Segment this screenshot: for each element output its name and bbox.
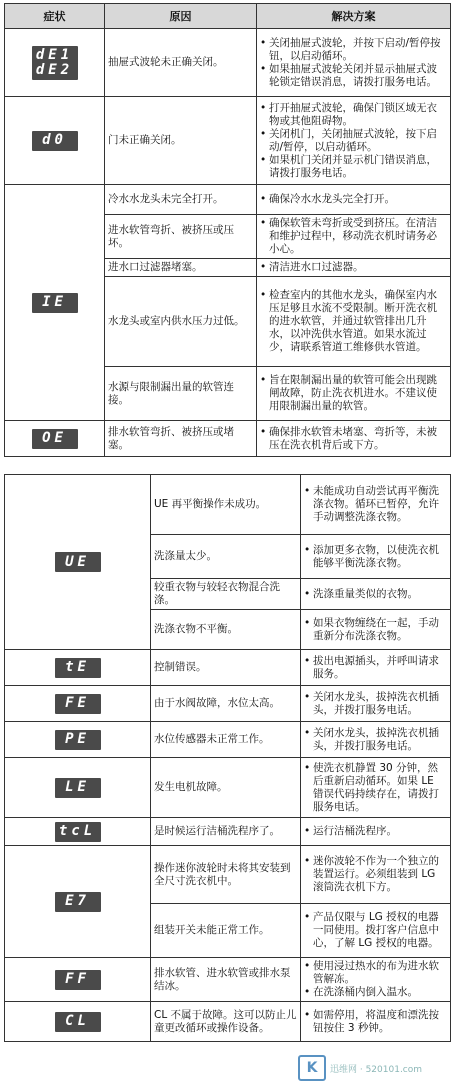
- cause-cell: 组装开关未能正常工作。: [151, 904, 301, 958]
- error-code-cell: [5, 421, 105, 457]
- solution-item: • 关闭水龙头，拔掉洗衣机插头，并拨打服务电话。: [304, 691, 447, 717]
- cause-cell: CL 不属于故障。这可以防止儿童更改循环或操作设备。: [151, 1002, 301, 1042]
- error-code-display: tcL: [55, 822, 101, 842]
- error-code-cell: [5, 722, 151, 758]
- error-code-display: FE: [55, 694, 101, 714]
- error-code-cell: [5, 958, 151, 1002]
- error-code-display: CL: [55, 1012, 101, 1032]
- error-code-display: E7: [55, 892, 101, 912]
- solution-cell: [301, 958, 451, 1002]
- watermark-logo-icon: K: [298, 1055, 326, 1081]
- error-code-cell: [5, 650, 151, 686]
- table-row: [5, 185, 451, 215]
- table-row: [5, 1002, 451, 1042]
- cause-cell: 控制错误。: [151, 650, 301, 686]
- solution-cell: [301, 579, 451, 610]
- table-row: [5, 29, 451, 97]
- solution-cell: [301, 535, 451, 579]
- solution-item: • 如果抽屉式波轮关闭并显示抽屉式波轮锁定错误消息，请拨打服务电话。: [260, 63, 447, 89]
- table-row: [5, 758, 451, 818]
- error-code-display: IE: [32, 293, 78, 313]
- solution-cell: [257, 421, 451, 457]
- cause-cell: 洗涤衣物不平衡。: [151, 610, 301, 650]
- solution-item: • 拔出电源插头，并呼叫请求服务。: [304, 655, 447, 681]
- solution-item: • 旨在限制漏出量的软管可能会出现跳闸故障，防止洗衣机进水。不建议使用限制漏出量的软管。: [260, 374, 447, 413]
- solution-cell: [257, 277, 451, 367]
- cause-cell: 是时候运行洁桶洗程序了。: [151, 818, 301, 846]
- cause-cell: 进水口过滤器堵塞。: [105, 259, 257, 277]
- table-row: [5, 686, 451, 722]
- solution-item: • 在洗涤桶内倒入温水。: [304, 986, 447, 999]
- watermark-text: 迅维网 · 520101.com: [330, 1064, 423, 1075]
- solution-item: • 迷你波轮不作为一个独立的装置运行。必须组装到 LG 滚筒洗衣机下方。: [304, 855, 447, 894]
- error-code-cell: [5, 97, 105, 185]
- page-gap: [0, 462, 454, 470]
- solution-cell: [301, 846, 451, 904]
- solution-cell: [301, 475, 451, 535]
- cause-cell: 发生电机故障。: [151, 758, 301, 818]
- solution-item: • 检查室内的其他水龙头，确保室内水压足够且水流不受限制。断开洗衣机的进水软管，并通过软管排出几升水，以冲洗供水管道。如果水流过少，请联系管道工维修供水管道。: [260, 289, 447, 354]
- cause-cell: 排水软管弯折、被挤压或堵塞。: [105, 421, 257, 457]
- solution-cell: [301, 650, 451, 686]
- solution-cell: [257, 185, 451, 215]
- solution-item: • 确保冷水水龙头完全打开。: [260, 193, 447, 206]
- error-code-cell: [5, 1002, 151, 1042]
- table-row: [5, 475, 451, 535]
- error-code-display: d0: [32, 131, 78, 151]
- solution-item: • 关闭抽屉式波轮，并按下启动/暂停按钮，以启动循环。: [260, 37, 447, 63]
- solution-cell: [257, 259, 451, 277]
- error-code-cell: [5, 185, 105, 421]
- cause-cell: 较重衣物与较轻衣物混合洗涤。: [151, 579, 301, 610]
- solution-cell: [301, 722, 451, 758]
- error-code-display: OE: [32, 429, 78, 449]
- error-code-cell: [5, 818, 151, 846]
- error-code-display: LE: [55, 778, 101, 798]
- error-code-cell: [5, 29, 105, 97]
- table-row: [5, 846, 451, 904]
- error-code-display: UE: [55, 552, 101, 572]
- solution-cell: [301, 1002, 451, 1042]
- solution-item: • 未能成功自动尝试再平衡洗涤衣物。循环已暂停，允许手动调整洗涤衣物。: [304, 485, 447, 524]
- solution-item: • 关闭机门，关闭抽屉式波轮，按下启动/暂停，以启动循环。: [260, 128, 447, 154]
- error-code-display: PE: [55, 730, 101, 750]
- table-row: [5, 421, 451, 457]
- cause-cell: 门未正确关闭。: [105, 97, 257, 185]
- solution-cell: [301, 686, 451, 722]
- solution-cell: [257, 29, 451, 97]
- watermark: [298, 1055, 448, 1081]
- error-table-1: [4, 3, 451, 457]
- error-code-display: FF: [55, 970, 101, 990]
- header-symptom: 症状: [5, 4, 105, 29]
- table-row: [5, 818, 451, 846]
- cause-cell: 排水软管、进水软管或排水泵结冰。: [151, 958, 301, 1002]
- solution-item: • 清洁进水口过滤器。: [260, 261, 447, 274]
- solution-cell: [301, 904, 451, 958]
- solution-item: • 使用浸过热水的布为进水软管解冻。: [304, 960, 447, 986]
- header-solution: 解决方案: [257, 4, 451, 29]
- solution-cell: [257, 215, 451, 259]
- error-code-cell: [5, 475, 151, 650]
- cause-cell: 进水软管弯折、被挤压或压坏。: [105, 215, 257, 259]
- solution-item: • 如果机门关闭并显示机门错误消息，请拨打服务电话。: [260, 154, 447, 180]
- error-code-cell: [5, 846, 151, 958]
- error-code-cell: [5, 758, 151, 818]
- solution-item: • 洗涤重量类似的衣物。: [304, 588, 447, 601]
- solution-cell: [301, 610, 451, 650]
- table-row: [5, 97, 451, 185]
- solution-cell: [257, 97, 451, 185]
- solution-item: • 关闭水龙头，拔掉洗衣机插头，并拨打服务电话。: [304, 727, 447, 753]
- header-cause: 原因: [105, 4, 257, 29]
- cause-cell: 洗涤量太少。: [151, 535, 301, 579]
- cause-cell: 水源与限制漏出量的软管连接。: [105, 367, 257, 421]
- table-row: [5, 650, 451, 686]
- solution-item: • 如果衣物缠绕在一起，手动重新分布洗涤衣物。: [304, 617, 447, 643]
- solution-item: • 产品仅限与 LG 授权的电器一同使用。拨打客户信息中心，了解 LG 授权的电器。: [304, 911, 447, 950]
- solution-item: • 使洗衣机静置 30 分钟，然后重新启动循环。如果 LE 错误代码持续存在，请拨打服务电话。: [304, 762, 447, 814]
- cause-cell: 冷水水龙头未完全打开。: [105, 185, 257, 215]
- solution-item: • 确保软管未弯折或受到挤压。在清洁和维护过程中，移动洗衣机时请务必小心。: [260, 217, 447, 256]
- solution-item: • 打开抽屉式波轮，确保门锁区域无衣物或其他阻碍物。: [260, 102, 447, 128]
- error-code-cell: [5, 686, 151, 722]
- table-row: [5, 722, 451, 758]
- solution-cell: [301, 758, 451, 818]
- error-code-display: tE: [55, 658, 101, 678]
- solution-item: • 添加更多衣物，以使洗衣机能够平衡洗涤衣物。: [304, 544, 447, 570]
- solution-item: • 运行洁桶洗程序。: [304, 825, 447, 838]
- cause-cell: 水位传感器未正常工作。: [151, 722, 301, 758]
- header-row: [5, 4, 451, 29]
- error-table-2: [4, 474, 451, 1042]
- cause-cell: 水龙头或室内供水压力过低。: [105, 277, 257, 367]
- solution-cell: [257, 367, 451, 421]
- solution-item: • 确保排水软管未堵塞、弯折等，未被压在洗衣机背后或下方。: [260, 426, 447, 452]
- table-row: [5, 958, 451, 1002]
- solution-cell: [301, 818, 451, 846]
- solution-item: • 如需停用，将温度和漂洗按钮按住 3 秒钟。: [304, 1009, 447, 1035]
- error-code-display: dE1 dE2: [32, 46, 78, 80]
- cause-cell: 抽屉式波轮未正确关闭。: [105, 29, 257, 97]
- cause-cell: 由于水阀故障，水位太高。: [151, 686, 301, 722]
- cause-cell: UE 再平衡操作未成功。: [151, 475, 301, 535]
- cause-cell: 操作迷你波轮时未将其安装到全尺寸洗衣机中。: [151, 846, 301, 904]
